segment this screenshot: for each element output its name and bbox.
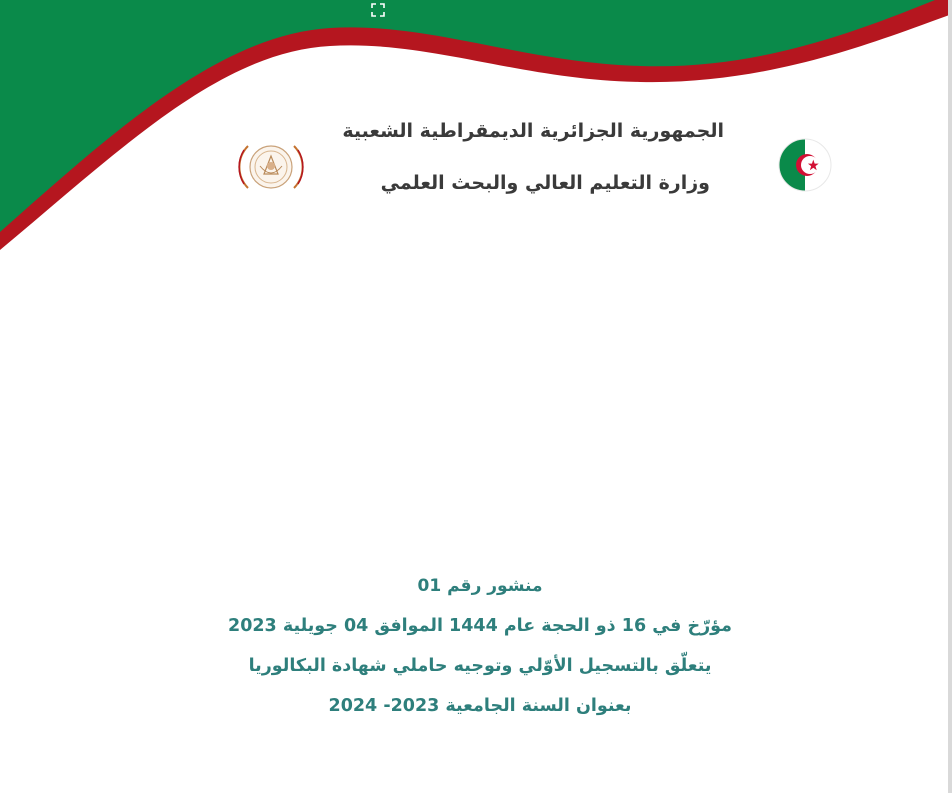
circular-subject: يتعلّق بالتسجيل الأوّلي وتوجيه حاملي شهادة البكالوريا <box>248 656 712 676</box>
circular-number: منشور رقم 01 <box>417 576 543 596</box>
circular-date: مؤرّخ في 16 ذو الحجة عام 1444 الموافق 04 جويلية 2023 <box>228 616 732 636</box>
academic-year: بعنوان السنة الجامعية 2023- 2024 <box>328 696 632 716</box>
ministry-seal-icon <box>238 136 304 198</box>
expand-icon[interactable] <box>370 2 386 18</box>
page-edge-divider <box>948 0 952 793</box>
republic-name: الجمهورية الجزائرية الديمقراطية الشعبية <box>342 120 724 142</box>
ministry-name: وزارة التعليم العالي والبحث العلمي <box>380 172 710 194</box>
circular-heading-block <box>160 566 800 726</box>
algeria-flag-icon <box>778 138 832 192</box>
